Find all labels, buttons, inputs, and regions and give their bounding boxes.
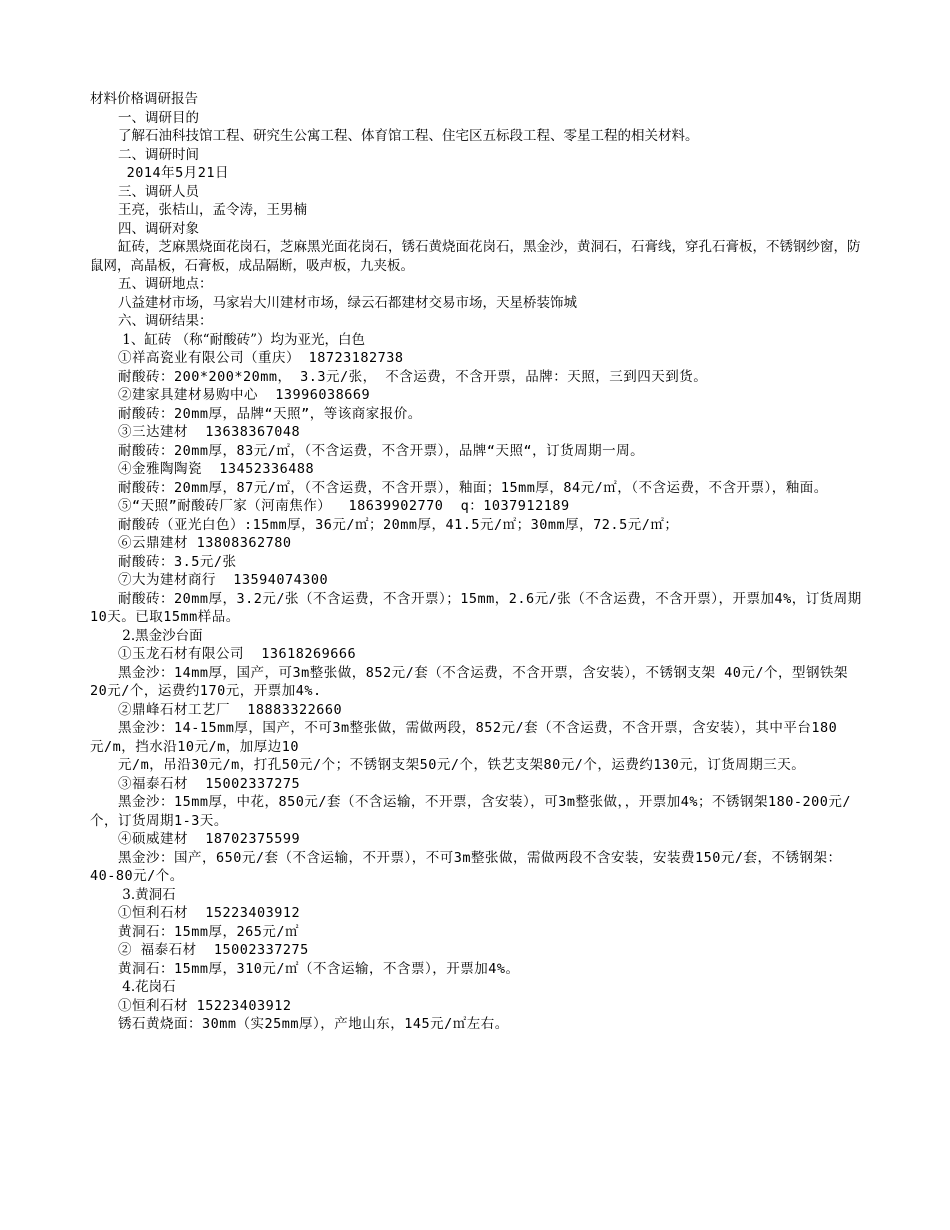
supplier-line: ④金雅陶陶瓷 13452336488: [118, 461, 315, 477]
price-line: 黑金沙：14mm厚，国产，可3m整张做，852元/套（不含运费，不含开票，含安装），不锈钢支架 40元/个，型钢铁架20元/个，运费约170元，开票加4%.: [90, 664, 849, 699]
report-body: [90, 90, 865, 1034]
section-heading: 三、调研人员: [118, 183, 199, 200]
price-line: 耐酸砖：3.5元/张: [118, 553, 237, 570]
paragraph: 了解石油科技馆工程、研究生公寓工程、体育馆工程、住宅区五标段工程、零星工程的相关材料。: [118, 128, 699, 144]
report-title: 材料价格调研报告: [90, 91, 198, 107]
section-heading: 二、调研时间: [118, 146, 199, 163]
supplier-line: ①祥高瓷业有限公司（重庆） 18723182738: [118, 350, 404, 366]
paragraph: 王亮，张桔山，孟令涛，王男楠: [118, 202, 307, 218]
subsection-heading: 2.黑金沙台面: [118, 627, 203, 644]
supplier-line: ⑥云鼎建材 13808362780: [118, 535, 292, 551]
subsection-heading: 1、缸砖 （称“耐酸砖”）均为亚光，白色: [118, 331, 365, 348]
price-line: 耐酸砖（亚光白色）:15mm厚，36元/㎡；20mm厚，41.5元/㎡；30mm厚，72.5元/㎡；: [118, 516, 679, 533]
supplier-line: ⑦大为建材商行 13594074300: [118, 572, 329, 588]
supplier-line: ①恒利石材 15223403912: [118, 997, 292, 1014]
paragraph: 八益建材市场，马家岩大川建材市场，绿云石都建材交易市场，天星桥装饰城: [118, 294, 577, 311]
price-line: 耐酸砖：20mm厚，83元/㎡，（不含运费，不含开票），品牌“天照“，订货周期一周。: [118, 442, 645, 459]
price-line: 耐酸砖：200*200*20mm， 3.3元/张， 不含运费，不含开票，品牌：天照，三到四天到货。: [118, 368, 708, 385]
supplier-line: ③福泰石材 15002337275: [118, 775, 301, 792]
supplier-line: ②鼎峰石材工艺厂 18883322660: [118, 701, 343, 718]
price-line: 锈石黄烧面：30mm（实25mm厚），产地山东，145元/㎡左右。: [118, 1016, 509, 1032]
price-line: 耐酸砖：20mm厚，3.2元/张（不含运费，不含开票）；15mm，2.6元/张（不含运费，不含开票），开票加4%，订货周期10天。已取15mm样品。: [90, 590, 862, 625]
supplier-line: ② 福泰石材 15002337275: [118, 942, 309, 958]
price-line: 黑金沙：国产，650元/套（不含运输，不开票），不可3m整张做，需做两段不含安装，安装费150元/套，不锈钢架：40-80元/个。: [90, 849, 842, 884]
section-heading: 六、调研结果：: [118, 313, 213, 329]
section-heading: 五、调研地点：: [118, 276, 213, 292]
supplier-line: ①玉龙石材有限公司 13618269666: [118, 646, 357, 662]
price-line: 黑金沙：15mm厚，中花，850元/套（不含运输，不开票，含安装），可3m整张做，，开票加4%；不锈钢架180-200元/个，订货周期1-3天。: [90, 794, 852, 829]
price-line: 耐酸砖：20mm厚，87元/㎡，（不含运费，不含开票），釉面；15mm厚，84元/㎡，（不含运费，不含开票），釉面。: [118, 479, 828, 496]
supplier-line: ①恒利石材 15223403912: [118, 905, 301, 921]
paragraph: 2014年5月21日: [118, 165, 230, 181]
price-line: 耐酸砖：20mm厚，品牌“天照”，等该商家报价。: [118, 405, 422, 422]
price-line: 黄洞石：15mm厚，310元/㎡（不含运输，不含票），开票加4%。: [118, 960, 520, 977]
paragraph: 缸砖，芝麻黑烧面花岗石，芝麻黑光面花岗石，锈石黄烧面花岗石，黑金沙，黄洞石，石膏线，穿孔石膏板，不锈钢纱窗，防鼠网，高晶板，石膏板，成品隔断，吸声板，九夹板。: [90, 239, 861, 274]
supplier-line: ③三达建材 13638367048: [118, 424, 301, 440]
price-line: 黑金沙：14-15mm厚，国产，不可3m整张做，需做两段，852元/套（不含运费，不含开票，含安装），其中平台180元/m，挡水沿10元/m，加厚边10: [90, 720, 838, 755]
supplier-line: ④硕威建材 18702375599: [118, 831, 301, 847]
subsection-heading: 3.黄洞石: [118, 886, 176, 903]
supplier-line: ⑤“天照”耐酸砖厂家（河南焦作） 18639902770 q：1037912189: [118, 498, 570, 514]
price-line: 黄洞石：15mm厚，265元/㎡: [118, 923, 300, 940]
subsection-heading: 4.花岗石: [118, 979, 176, 995]
price-line: 元/m，吊沿30元/m，打孔50元/个；不锈钢支架50元/个，铁艺支架80元/个，运费约130元，订货周期三天。: [118, 757, 806, 773]
section-heading: 四、调研对象: [118, 220, 199, 237]
section-heading: 一、调研目的: [118, 109, 199, 126]
supplier-line: ②建家具建材易购中心 13996038669: [118, 387, 371, 403]
